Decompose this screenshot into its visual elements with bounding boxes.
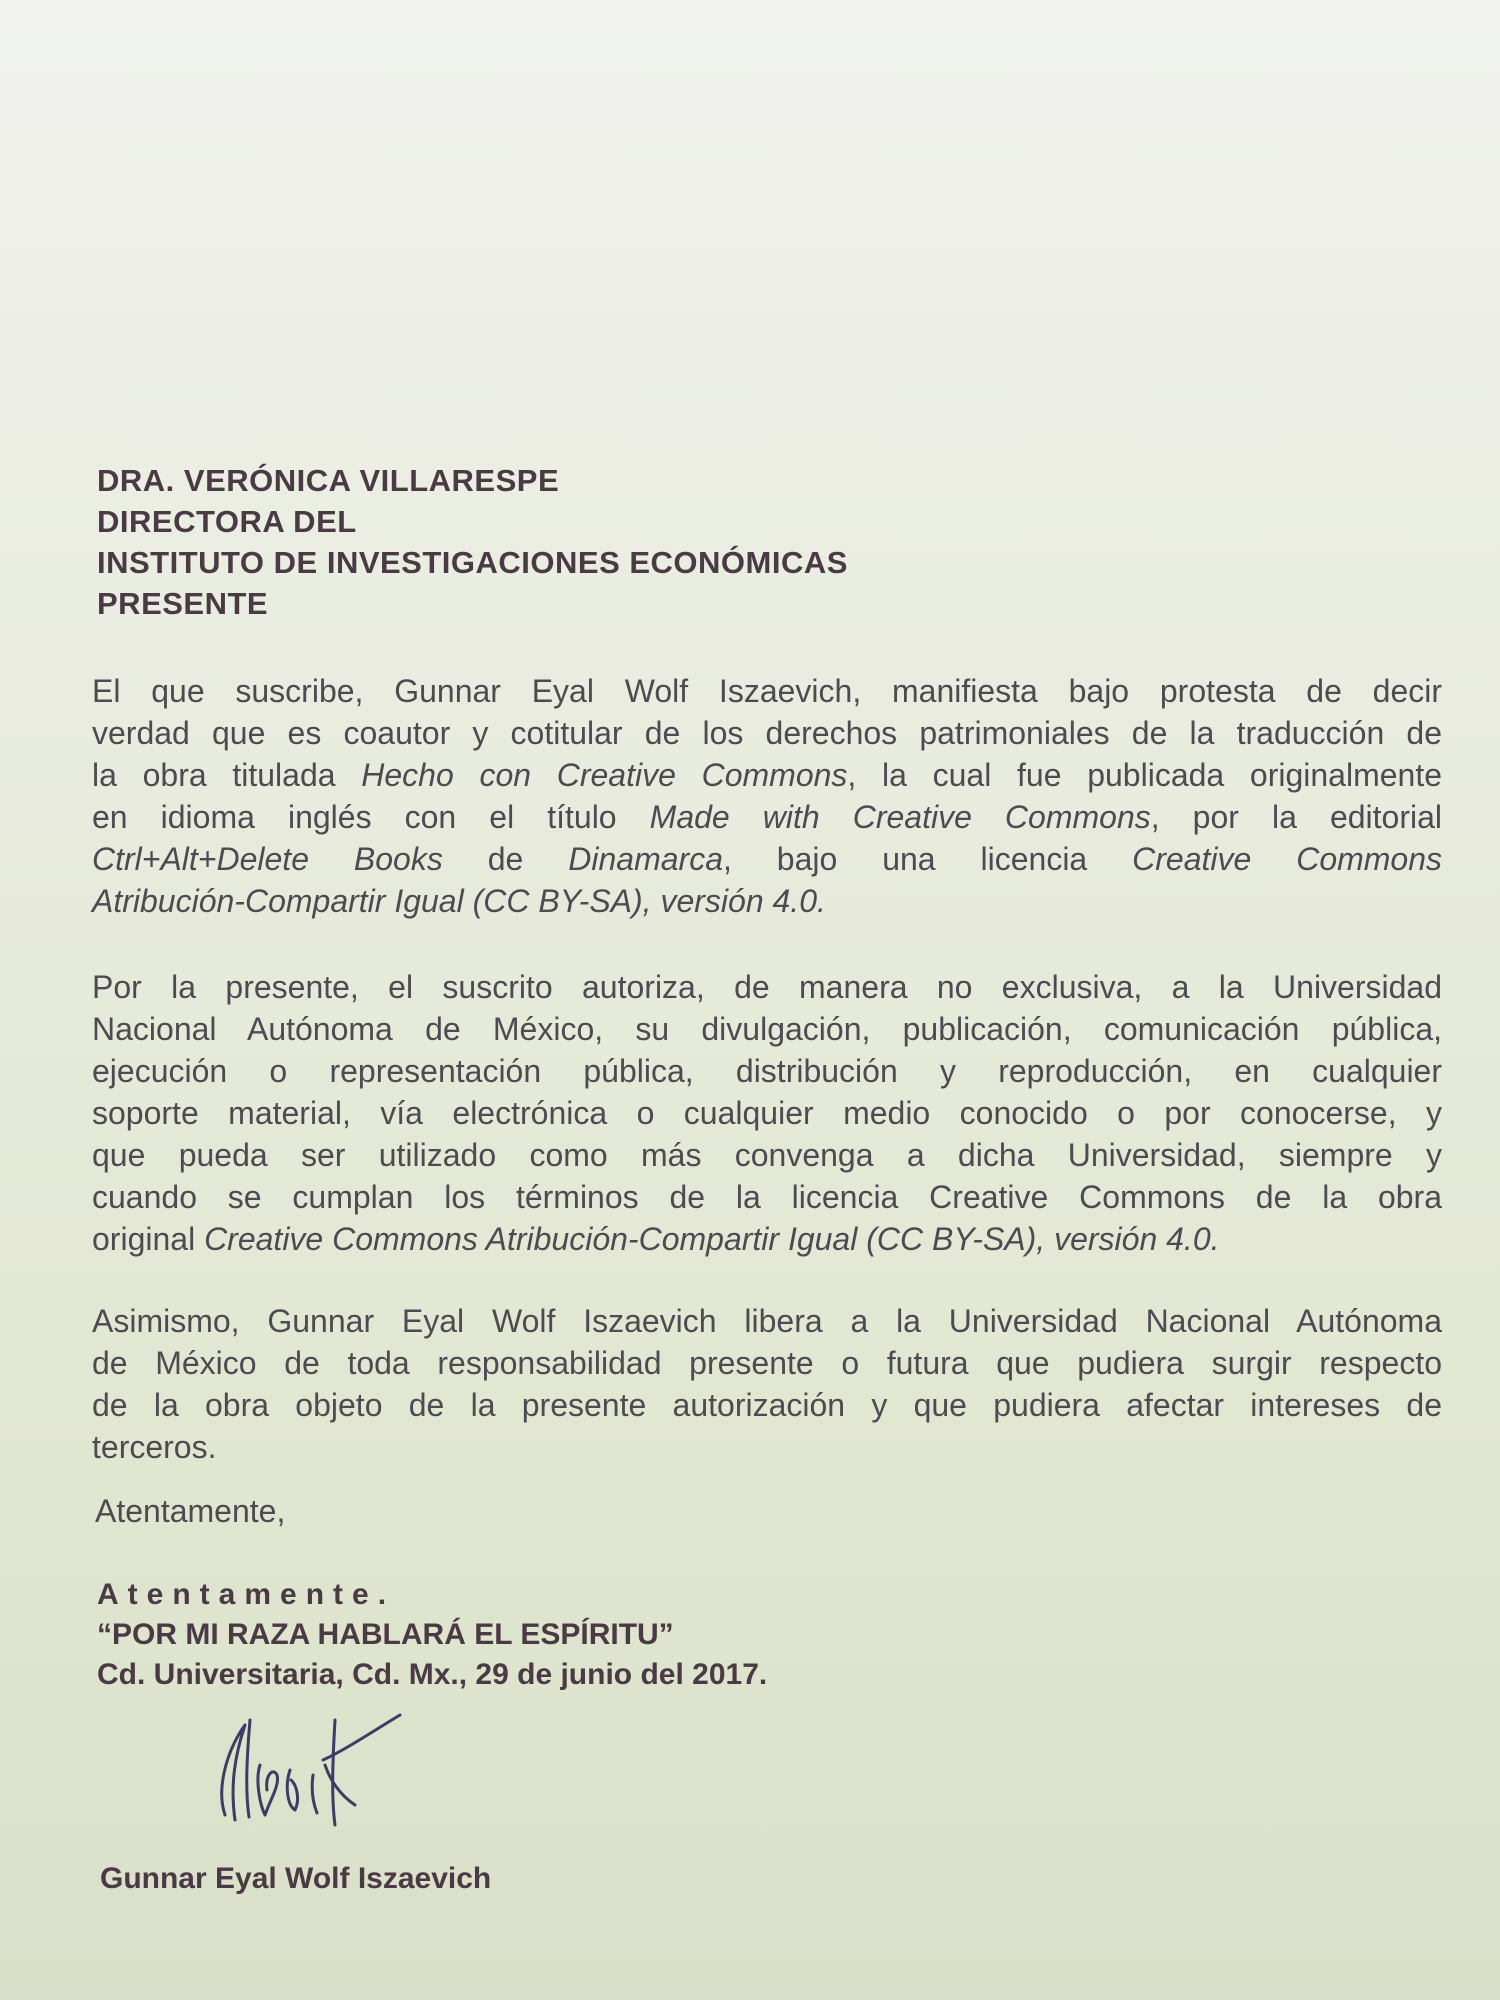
text-span: en idioma inglés con el título: [92, 799, 650, 835]
paragraph-line: verdad que es coautor y cotitular de los derechos patrimoniales de la traducción de: [92, 715, 1442, 751]
paragraph-line: Nacional Autónoma de México, su divulgación, publicación, comunicación pública,: [92, 1011, 1442, 1047]
addressee-institution: INSTITUTO DE INVESTIGACIONES ECONÓMICAS: [97, 545, 848, 580]
text-span: , por la editorial: [1150, 799, 1443, 835]
paragraph-line: Asimismo, Gunnar Eyal Wolf Iszaevich libera a la Universidad Nacional Autónoma: [92, 1303, 1442, 1339]
addressee-name: DRA. VERÓNICA VILLARESPE: [97, 463, 560, 498]
paragraph-line: terceros.: [92, 1429, 217, 1465]
paragraph-line: [92, 838, 1442, 880]
publisher-country: Dinamarca: [568, 841, 723, 877]
text-span: la obra titulada: [92, 757, 362, 793]
paragraph-line: [92, 754, 1442, 796]
closing-spaced: Atentamente.: [97, 1578, 396, 1611]
handwritten-signature: [205, 1705, 445, 1835]
paragraph-declaration: [92, 670, 1442, 922]
university-motto: “POR MI RAZA HABLARÁ EL ESPÍRITU”: [97, 1618, 674, 1651]
work-title-english: Made with Creative Commons: [649, 799, 1151, 835]
addressee-presente: PRESENTE: [97, 586, 269, 621]
text-span: , la cual fue publicada originalmente: [847, 757, 1443, 793]
license-version: Atribución-Compartir Igual (CC BY-SA), versión 4.0.: [92, 883, 826, 919]
text-span: original: [92, 1221, 205, 1257]
paragraph-authorization: [92, 966, 1442, 1260]
license-name: Creative Commons: [1132, 841, 1443, 877]
paragraph-line: [92, 1218, 1442, 1260]
license-full-name: Creative Commons Atribución-Compartir Igual (CC BY-SA), versión 4.0.: [204, 1221, 1220, 1257]
publisher-name: Ctrl+Alt+Delete Books: [92, 841, 443, 877]
paragraph-line: El que suscribe, Gunnar Eyal Wolf Iszaevich, manifiesta bajo protesta de decir: [92, 673, 1442, 709]
closing-block: [97, 1575, 767, 1695]
place-date: Cd. Universitaria, Cd. Mx., 29 de junio del 2017.: [97, 1658, 768, 1691]
paragraph-line: Por la presente, el suscrito autoriza, de manera no exclusiva, a la Universidad: [92, 969, 1442, 1005]
signer-name: Gunnar Eyal Wolf Iszaevich: [100, 1862, 492, 1895]
paragraph-line: soporte material, vía electrónica o cualquier medio conocido o por conocerse, y: [92, 1095, 1442, 1131]
work-title-spanish: Hecho con Creative Commons: [361, 757, 848, 793]
text-span: de: [442, 841, 569, 877]
addressee-title: DIRECTORA DEL: [97, 504, 357, 539]
paragraph-release: [92, 1300, 1442, 1468]
paragraph-line: ejecución o representación pública, distribución y reproducción, en cualquier: [92, 1053, 1442, 1089]
paragraph-line: [92, 880, 1442, 922]
addressee-block: [97, 460, 1097, 624]
salutation: Atentamente,: [95, 1493, 286, 1529]
paragraph-line: que pueda ser utilizado como más convenga a dicha Universidad, siempre y: [92, 1137, 1442, 1173]
paragraph-line: [92, 796, 1442, 838]
paragraph-line: de México de toda responsabilidad presente o futura que pudiera surgir respecto: [92, 1345, 1442, 1381]
text-span: , bajo una licencia: [722, 841, 1133, 877]
paragraph-line: de la obra objeto de la presente autorización y que pudiera afectar intereses de: [92, 1387, 1442, 1423]
paragraph-line: cuando se cumplan los términos de la licencia Creative Commons de la obra: [92, 1179, 1442, 1215]
